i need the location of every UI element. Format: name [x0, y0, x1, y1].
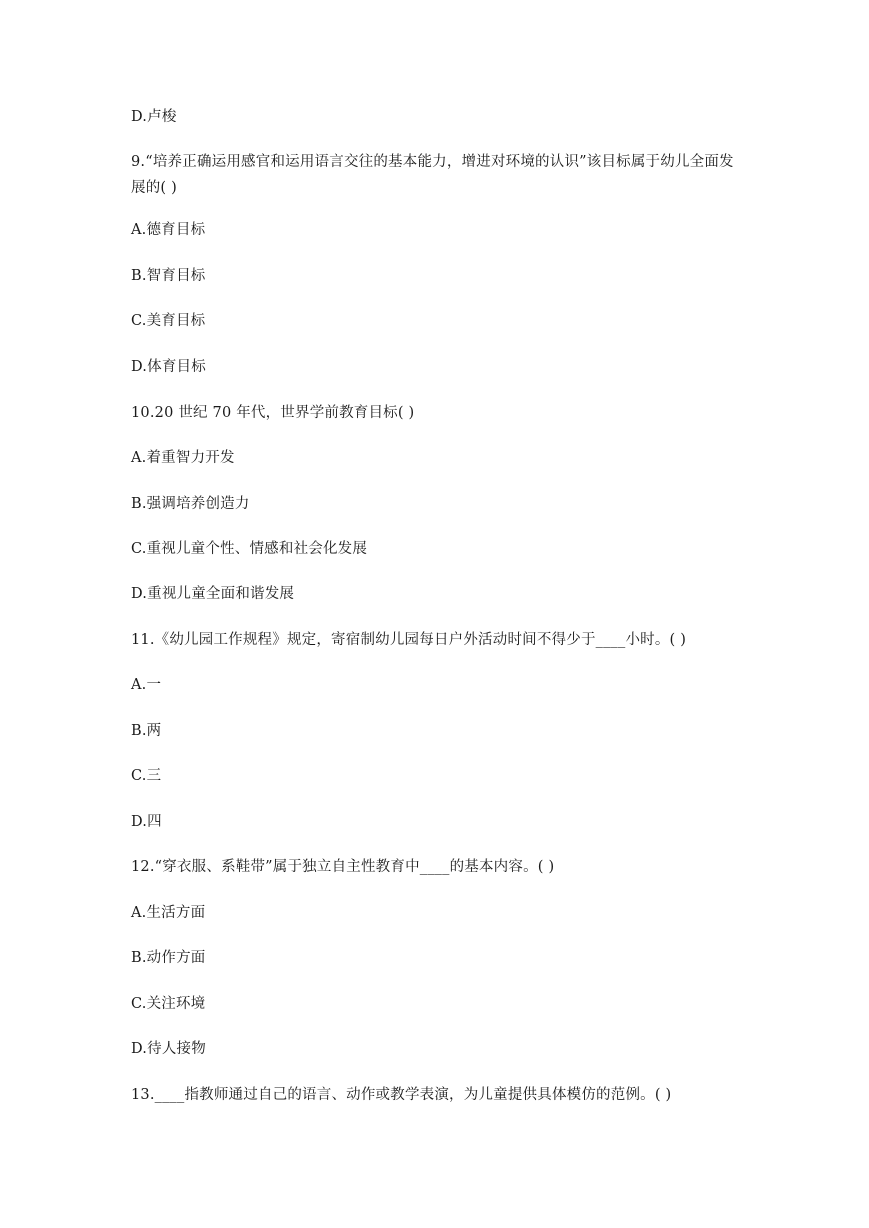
q11-option-d: D.四 [131, 814, 162, 830]
q9-option-b: B.智育目标 [131, 268, 206, 284]
q10-option-a: A.着重智力开发 [131, 450, 235, 466]
q9-option-a: A.德育目标 [131, 222, 206, 238]
question-13: 13.____指教师通过自己的语言、动作或教学表演，为儿童提供具体模仿的范例。( ) [131, 1087, 672, 1103]
q10-option-c: C.重视儿童个性、情感和社会化发展 [131, 541, 368, 557]
q11-option-b: B.两 [131, 723, 162, 739]
q11-option-c: C.三 [131, 768, 162, 784]
q9-option-d: D.体育目标 [131, 359, 206, 375]
question-9: 9.“培养正确运用感官和运用语言交往的基本能力，增进对环境的认识”该目标属于幼儿全面发展的( ) [131, 154, 734, 196]
q10-option-b: B.强调培养创造力 [131, 496, 250, 512]
q12-option-c: C.关注环境 [131, 996, 206, 1012]
q12-option-b: B.动作方面 [131, 950, 206, 966]
option-d-prev: D.卢梭 [131, 109, 177, 125]
question-10: 10.20 世纪 70 年代，世界学前教育目标( ) [131, 405, 415, 421]
q9-option-c: C.美育目标 [131, 313, 206, 329]
q11-option-a: A.一 [131, 677, 162, 693]
question-11: 11.《幼儿园工作规程》规定，寄宿制幼儿园每日户外活动时间不得少于____小时。( ) [131, 632, 687, 648]
question-12: 12.“穿衣服、系鞋带”属于独立自主性教育中____的基本内容。( ) [131, 859, 555, 875]
q10-option-d: D.重视儿童全面和谐发展 [131, 586, 295, 602]
q12-option-a: A.生活方面 [131, 905, 206, 921]
q12-option-d: D.待人接物 [131, 1041, 206, 1057]
